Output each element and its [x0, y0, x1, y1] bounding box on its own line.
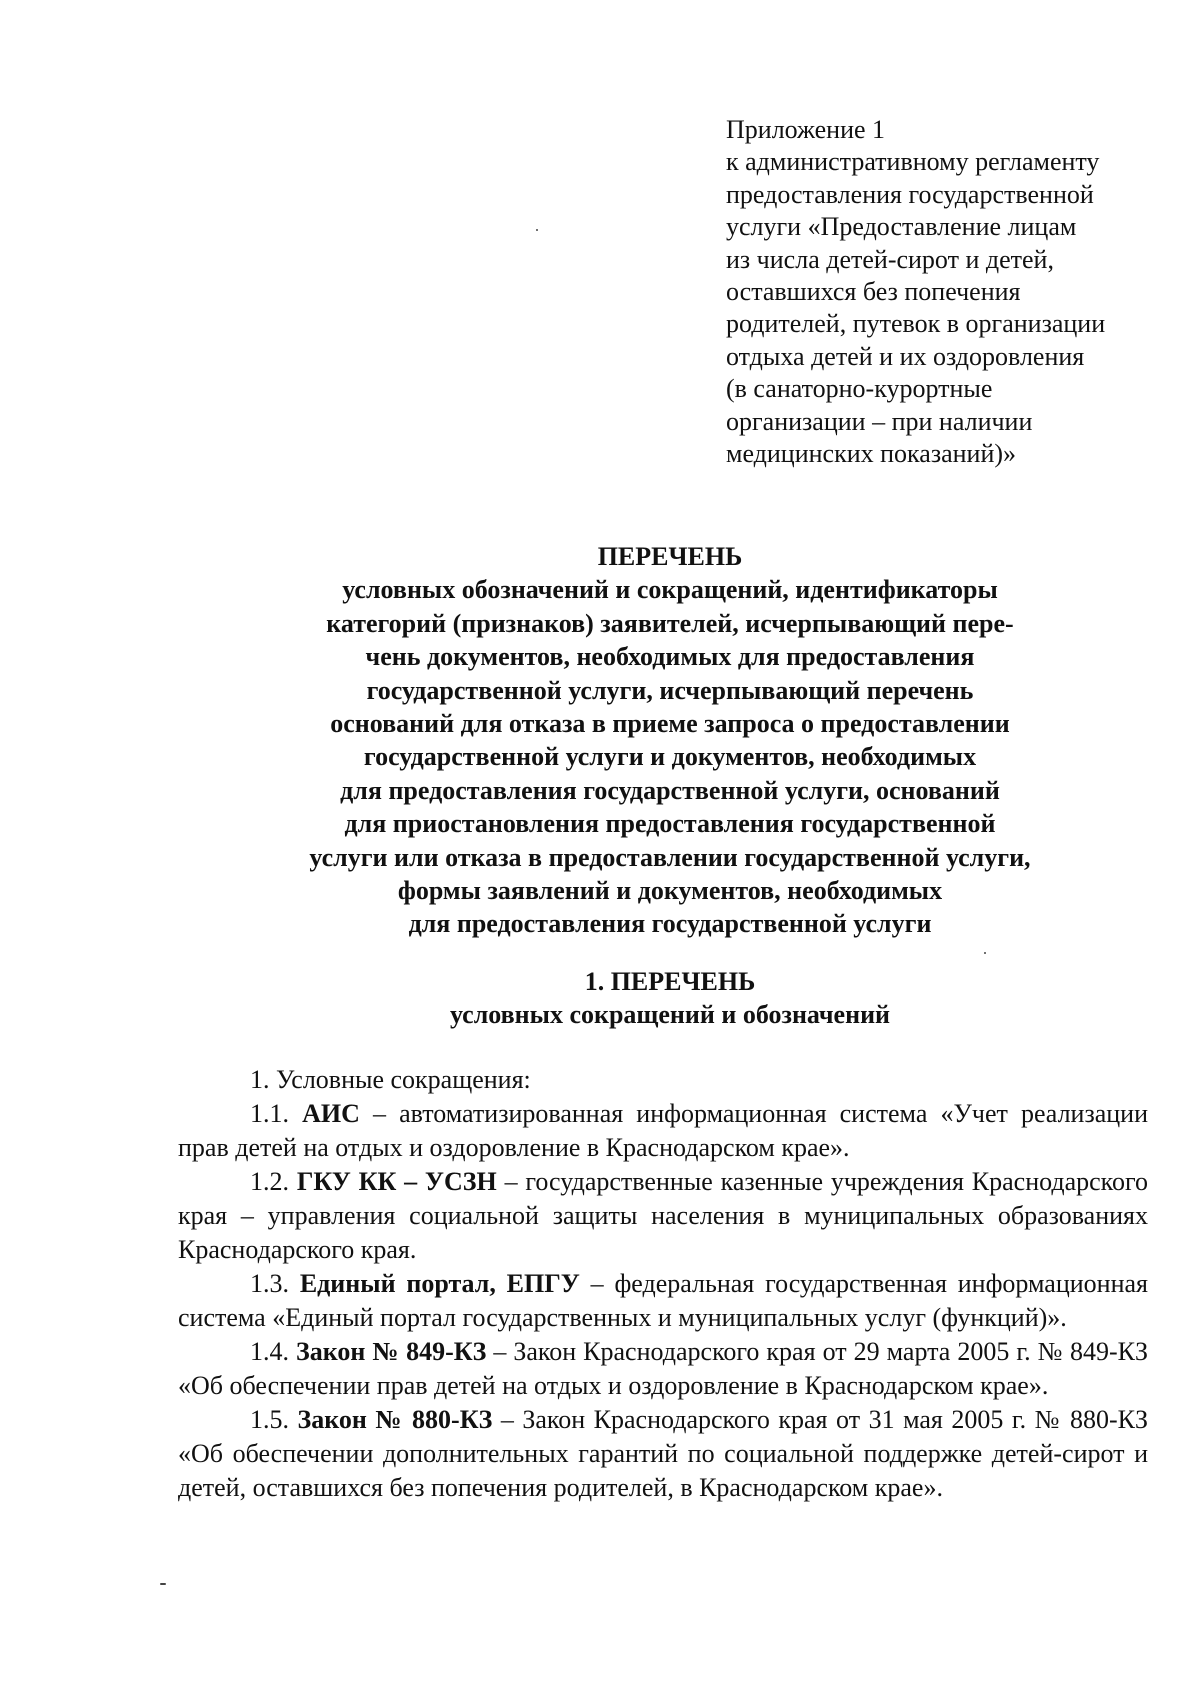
document-title: [150, 540, 1190, 941]
item-number: 1.1.: [250, 1099, 289, 1128]
item-number: 1.4.: [250, 1337, 289, 1366]
scan-speck: [536, 229, 538, 231]
item-term: Закон № 880-КЗ: [297, 1405, 493, 1434]
appendix-line: из числа детей-сирот и детей,: [726, 244, 1054, 274]
item-paragraph: [178, 1403, 1148, 1505]
appendix-line: оставшихся без попечения: [726, 277, 1021, 307]
title-line: категорий (признаков) заявителей, исчерпывающий пере-: [326, 608, 1014, 638]
appendix-line: к административному регламенту: [726, 147, 1100, 177]
appendix-block: [726, 114, 1166, 470]
item-term: Единый портал, ЕПГУ: [299, 1269, 580, 1298]
title-line: условных обозначений и сокращений, идентификаторы: [342, 575, 998, 605]
title-line: государственной услуги, исчерпывающий перечень: [366, 675, 974, 705]
title-line: формы заявлений и документов, необходимых: [397, 876, 943, 906]
item-text: – федеральная государственная информационная система «Единый портал государственных и муниципальных услуг (функций)».: [178, 1269, 1149, 1332]
item-paragraph: [178, 1097, 1148, 1165]
appendix-line: услуги «Предоставление лицам: [726, 212, 1077, 242]
section-heading-line: 1. ПЕРЕЧЕНЬ: [584, 967, 756, 996]
title-line: услуги или отказа в предоставлении государственной услуги,: [309, 842, 1031, 872]
appendix-line: организации – при наличии: [726, 406, 1033, 436]
item-text: – Закон Краснодарского края от 29 марта 2005 г. № 849-КЗ «Об обеспечении прав детей на отдых и оздоровление в Краснодарском крае».: [178, 1337, 1149, 1400]
title-line: для предоставления государственной услуги: [408, 909, 932, 939]
item-term: Закон № 849-КЗ: [296, 1337, 487, 1366]
appendix-line: родителей, путевок в организации: [726, 309, 1106, 339]
title-line: для приостановления предоставления государственной: [344, 809, 996, 839]
scan-speck: [160, 1583, 166, 1585]
item-text: – государственные казенные учреждения Краснодарского края – управления социальной защиты населения в муниципальных образованиях Краснодарского края.: [178, 1167, 1149, 1264]
item-number: 1.5.: [250, 1405, 289, 1434]
section-heading-line: условных сокращений и обозначений: [449, 1000, 891, 1030]
title-line: ПЕРЕЧЕНЬ: [597, 542, 743, 571]
item-text: – Закон Краснодарского края от 31 мая 2005 г. № 880-КЗ «Об обеспечении дополнительных гарантий по социальной поддержке детей-сирот и детей, оставшихся без попечения родителей, в Краснодарском крае».: [178, 1405, 1149, 1502]
item-term: ГКУ КК – УСЗН: [296, 1167, 497, 1196]
appendix-line: отдыха детей и их оздоровления: [726, 341, 1085, 371]
appendix-line: предоставления государственной: [726, 179, 1094, 209]
scan-speck: [984, 952, 986, 954]
appendix-line: (в санаторно-курортные: [726, 374, 993, 404]
title-line: государственной услуги и документов, необходимых: [363, 742, 977, 772]
title-line: для предоставления государственной услуги, оснований: [340, 775, 1000, 805]
item-term: АИС: [302, 1099, 360, 1128]
item-number: 1.3.: [250, 1269, 289, 1298]
appendix-line: медицинских показаний)»: [726, 439, 1017, 469]
title-line: чень документов, необходимых для предоставления: [365, 642, 975, 672]
intro-paragraph: 1. Условные сокращения:: [250, 1065, 531, 1094]
appendix-line: Приложение 1: [726, 115, 886, 144]
item-paragraph: [178, 1165, 1148, 1267]
item-number: 1.2.: [250, 1167, 289, 1196]
item-paragraph: [178, 1335, 1148, 1403]
body-text: [178, 1063, 1148, 1505]
title-line: оснований для отказа в приеме запроса о предоставлении: [330, 709, 1010, 739]
item-text: – автоматизированная информационная система «Учет реализации прав детей на отдых и оздоровление в Краснодарском крае».: [178, 1099, 1149, 1162]
item-paragraph: [178, 1267, 1148, 1335]
section-heading: [150, 965, 1190, 1032]
